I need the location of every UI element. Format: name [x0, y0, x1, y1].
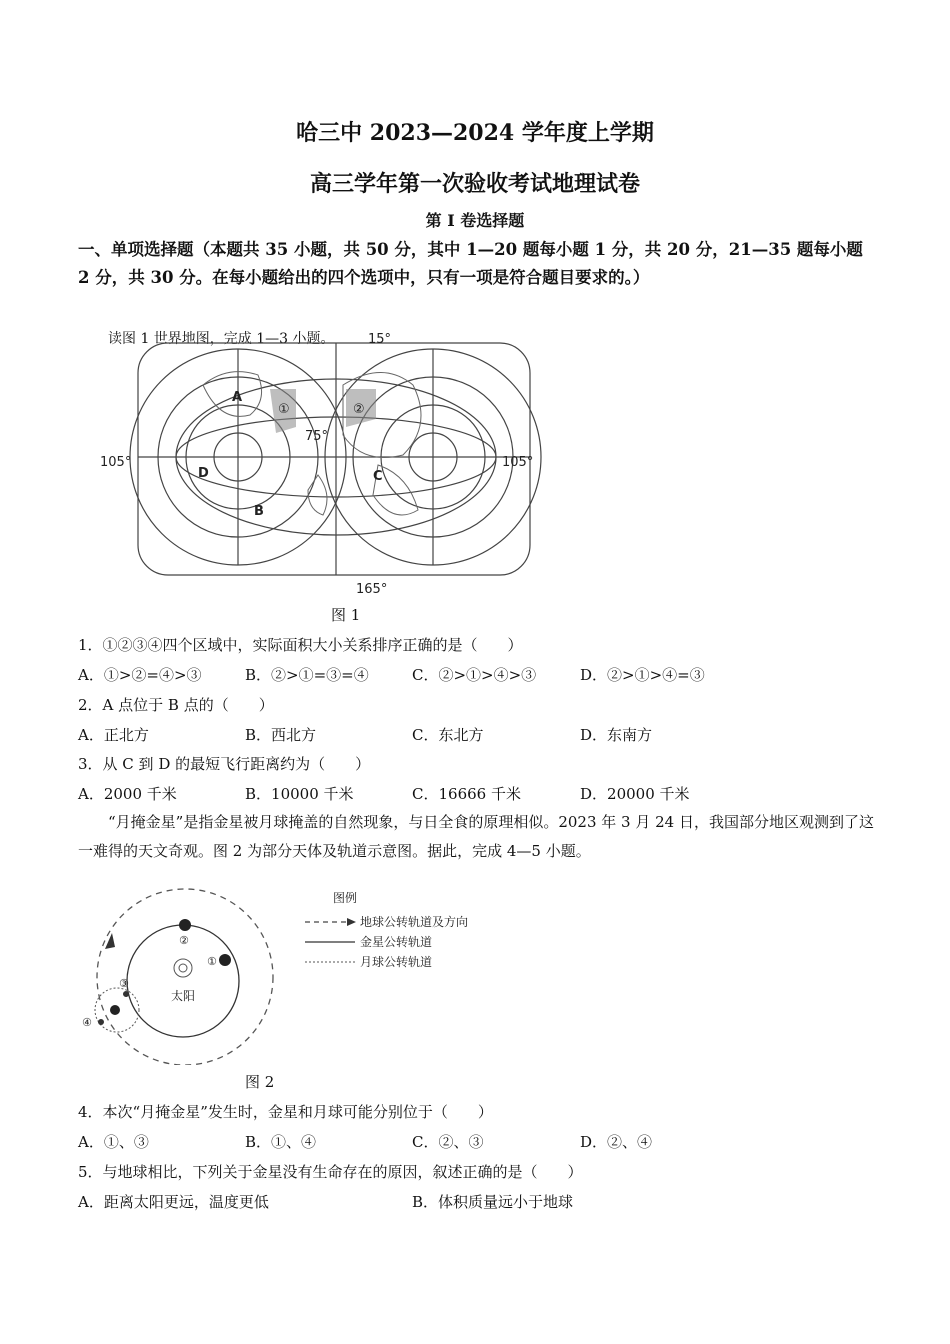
orbit-diagram-figure — [75, 885, 475, 1065]
legend-title: 图例 — [333, 891, 358, 905]
question-1-option-b: B．②>①=③=④ — [245, 666, 369, 684]
question-1-option-c: C．②>①>④>③ — [412, 666, 537, 684]
question-3-option-b: B．10000 千米 — [245, 785, 354, 803]
exam-title-line2: 高三学年第一次验收考试地理试卷 — [309, 171, 640, 197]
venus-point-2 — [219, 954, 231, 966]
question-2-option-d: D．东南方 — [580, 726, 653, 744]
map-region-1: ① — [278, 402, 290, 417]
map-label-165: 165° — [356, 582, 388, 597]
question-1-stem: 1．①②③④四个区域中，实际面积大小关系排序正确的是（ ） — [78, 636, 523, 654]
question-3-stem: 3．从 C 到 D 的最短飞行距离约为（ ） — [78, 755, 371, 773]
figure2-caption: 图 2 — [245, 1073, 275, 1091]
section-heading: 一、单项选择题（本题共 35 小题，共 50 分，其中 1—20 题每小题 1 分，共 20 分，21—35 题每小题 2 分，共 30 分。在每小题给出的四个选项中，只有一项是符合题目要求的。） — [78, 240, 863, 287]
question-4-option-c: C．②、③ — [412, 1133, 484, 1151]
legend-earth-orbit: 地球公转轨道及方向 — [360, 915, 469, 929]
legend-moon-orbit: 月球公转轨道 — [360, 955, 433, 969]
map-label-105-east: 105° — [502, 455, 534, 470]
question-2-stem: 2．A 点位于 B 点的（ ） — [78, 696, 274, 714]
map-region-2: ② — [353, 402, 365, 417]
question-4-option-a: A．①、③ — [78, 1133, 149, 1151]
point-label-2: ② — [179, 934, 189, 947]
moon-point-4 — [98, 1019, 104, 1025]
question-3-option-d: D．20000 千米 — [580, 785, 690, 803]
question-1-option-d: D．②>①>④=③ — [580, 666, 705, 684]
question-2-option-b: B．西北方 — [245, 726, 317, 744]
question-4-stem: 4．本次“月掩金星”发生时，金星和月球可能分别位于（ ） — [78, 1103, 493, 1121]
world-map-figure — [98, 325, 548, 600]
question-5-option-b: B．体积质量远小于地球 — [412, 1193, 574, 1211]
map-label-15: 15° — [368, 332, 392, 347]
map-point-c: C — [373, 469, 383, 484]
sun-label: 太阳 — [171, 989, 196, 1003]
intro-figure1: 读图 1 世界地图，完成 1—3 小题。 — [108, 331, 335, 347]
exam-title-line1: 哈三中 2023—2024 学年度上学期 — [296, 120, 654, 146]
question-2-option-a: A．正北方 — [78, 726, 149, 744]
question-5-stem: 5．与地球相比，下列关于金星没有生命存在的原因，叙述正确的是（ ） — [78, 1163, 583, 1181]
question-3-option-c: C．16666 千米 — [412, 785, 521, 803]
volume-title: 第 I 卷选择题 — [425, 211, 525, 230]
map-point-a: A — [232, 390, 243, 405]
question-4-option-d: D．②、④ — [580, 1133, 653, 1151]
question-3-option-a: A．2000 千米 — [78, 785, 177, 803]
legend-venus-orbit: 金星公转轨道 — [360, 935, 433, 949]
point-label-3: ③ — [119, 977, 129, 990]
venus-point-1 — [179, 919, 191, 931]
map-point-b: B — [254, 504, 264, 519]
map-label-75: 75° — [305, 429, 329, 444]
intro-figure2: “月掩金星”是指金星被月球掩盖的自然现象，与日全食的原理相似。2023 年 3 月 24 日，我国部分地区观测到了这一难得的天文奇观。图 2 为部分天体及轨道示意图。据此，完成 4—5 小题。 — [78, 813, 874, 860]
question-5-option-a: A．距离太阳更远，温度更低 — [78, 1193, 269, 1211]
earth-dot — [110, 1005, 120, 1015]
question-4-option-b: B．①、④ — [245, 1133, 317, 1151]
question-2-option-c: C．东北方 — [412, 726, 484, 744]
point-label-4: ④ — [82, 1016, 92, 1029]
moon-point-3 — [123, 991, 129, 997]
map-point-d: D — [198, 466, 209, 481]
figure1-caption: 图 1 — [331, 606, 361, 624]
question-1-option-a: A．①>②=④>③ — [78, 666, 202, 684]
map-label-105-west: 105° — [100, 455, 132, 470]
point-label-1: ① — [207, 955, 217, 968]
